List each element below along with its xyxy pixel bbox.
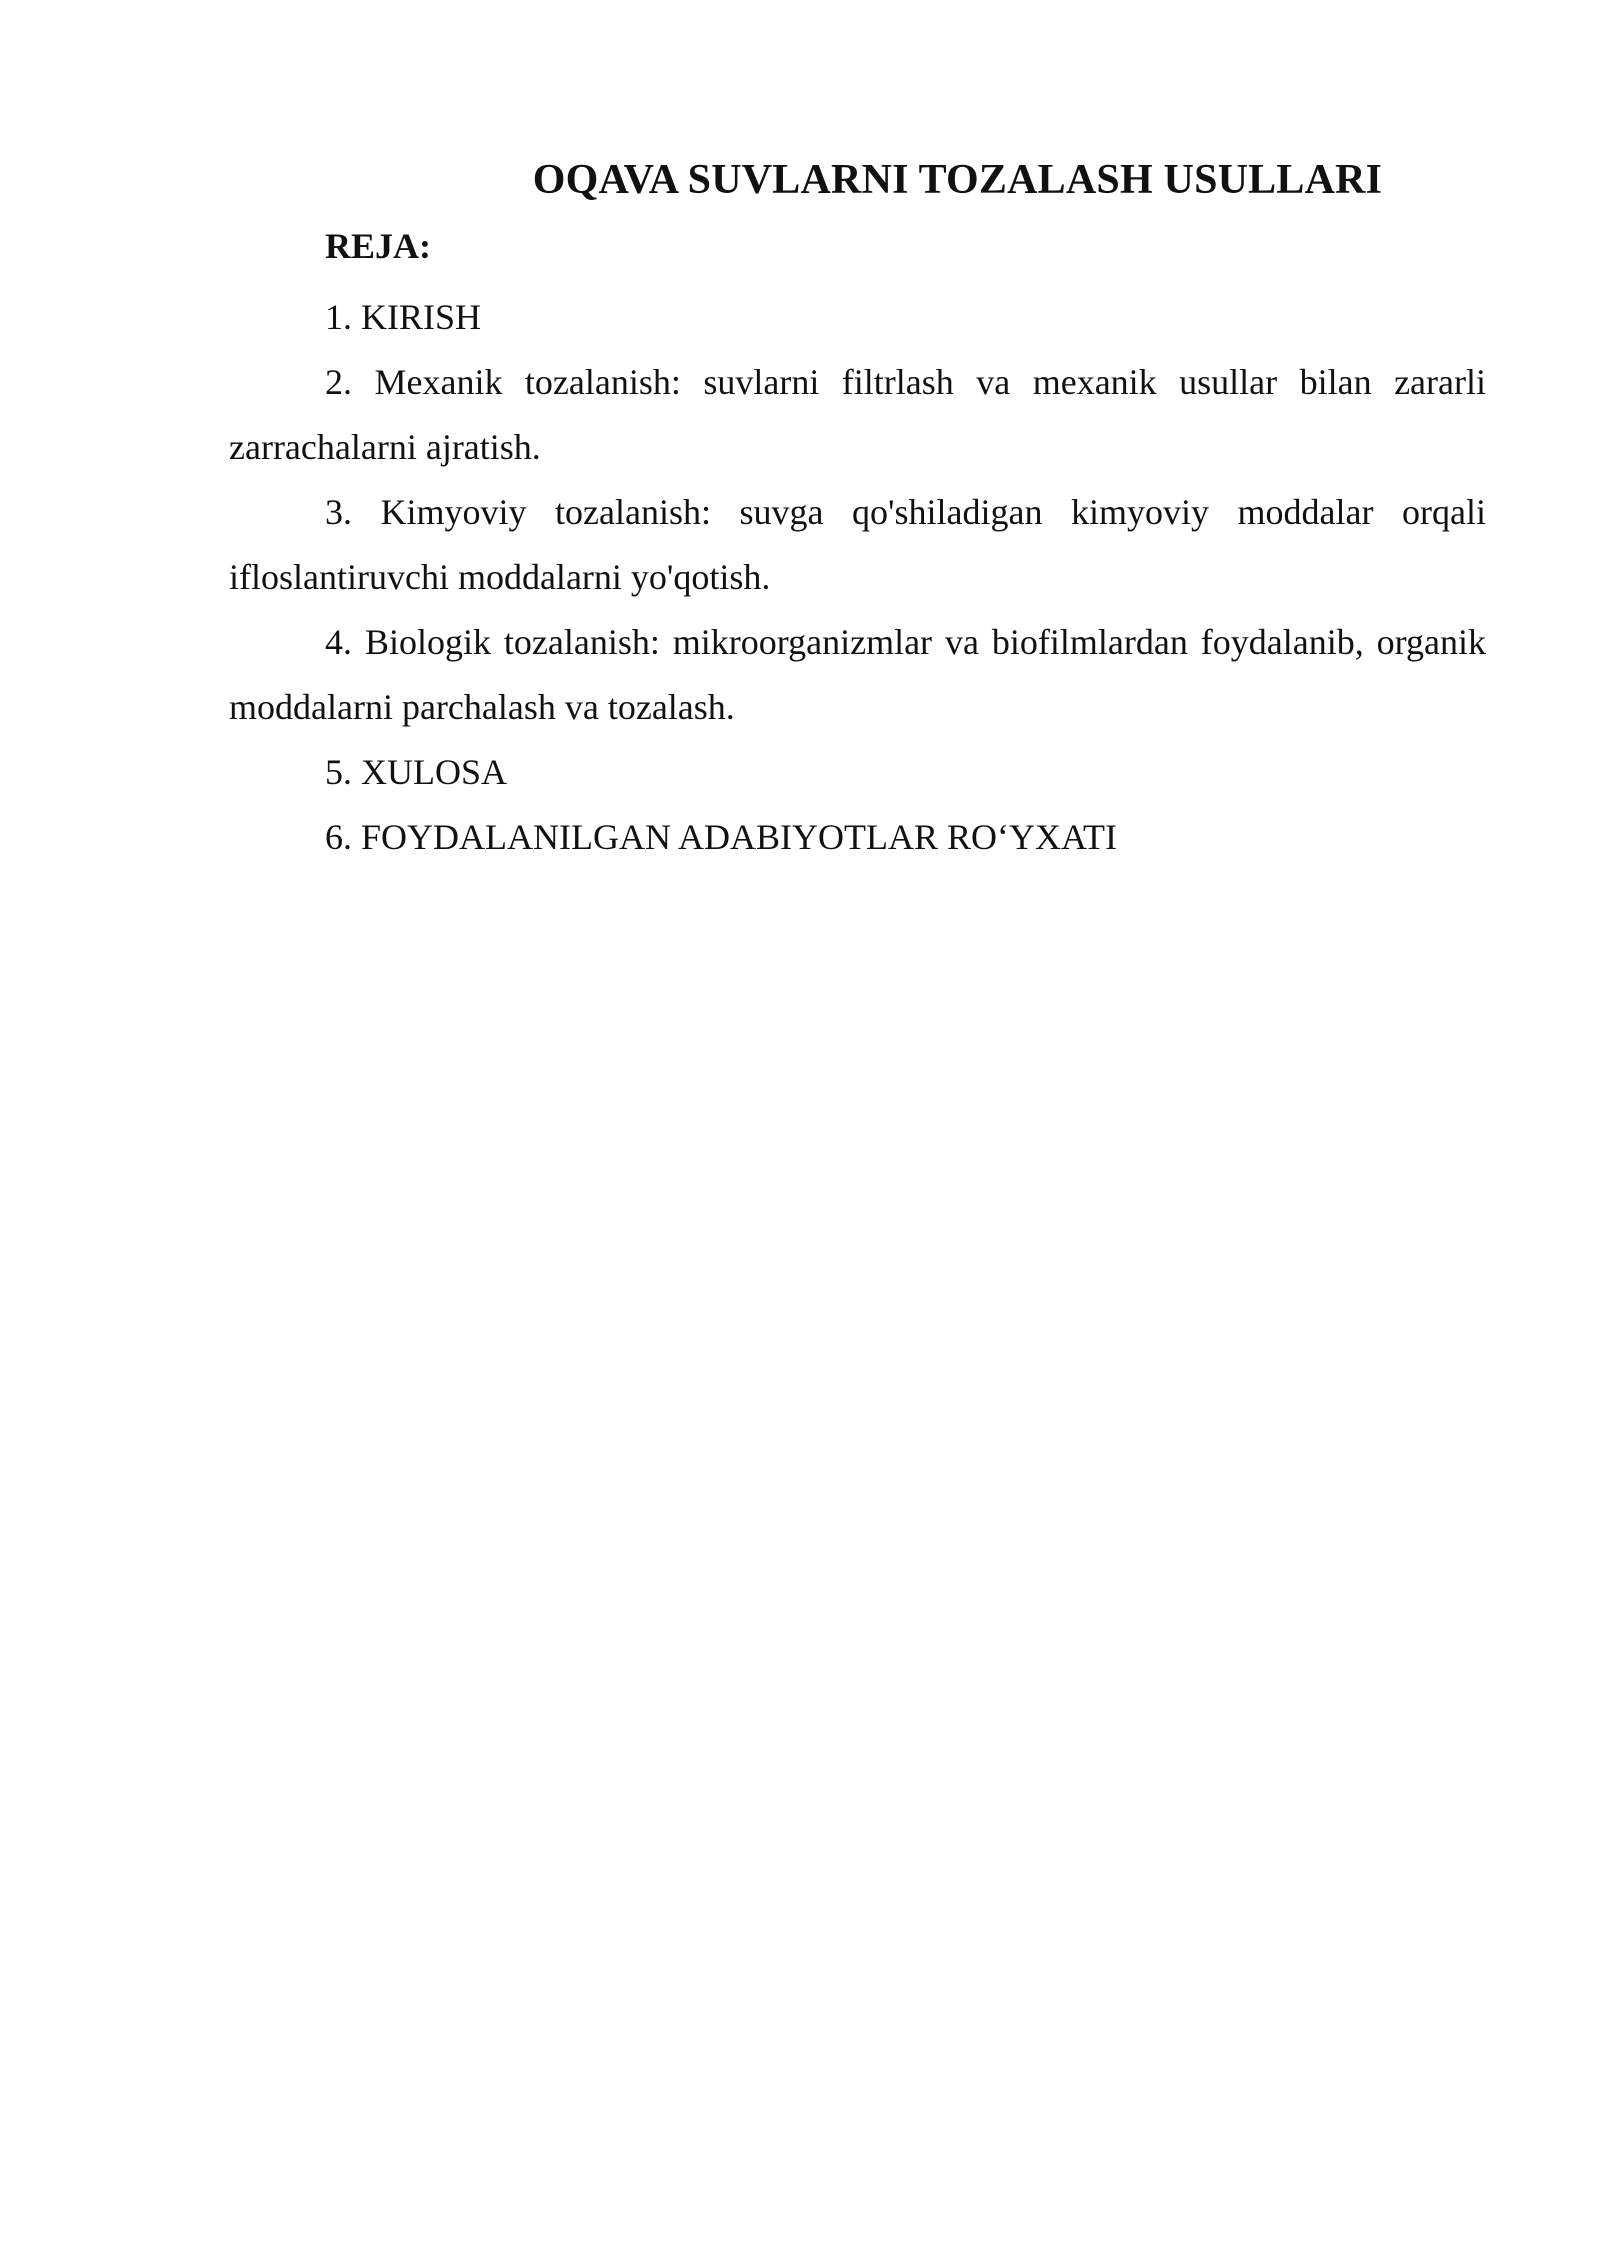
document-title: OQAVA SUVLARNI TOZALASH USULLARI [532, 157, 1383, 203]
document-body [229, 150, 1486, 870]
plan-item-mechanical: 2. Mexanik tozalanish: suvlarni filtrlash va mexanik usullar bilan zararli zarrachalarni ajratish. [229, 362, 1486, 467]
plan-item-conclusion: 5. XULOSA [325, 752, 508, 792]
plan-item-chemical: 3. Kimyoviy tozalanish: suvga qo'shiladigan kimyoviy moddalar orqali ifloslantiruvchi moddalarni yo'qotish. [229, 492, 1486, 597]
plan-item-references: 6. FOYDALANILGAN ADABIYOTLAR RO‘YXATI [325, 817, 1117, 857]
plan-item-biological: 4. Biologik tozalanish: mikroorganizmlar va biofilmlardan foydalanib, organik moddalarni parchalash va tozalash. [229, 622, 1486, 727]
plan-heading: REJA: [325, 226, 431, 266]
plan-item-intro: 1. KIRISH [325, 297, 482, 337]
